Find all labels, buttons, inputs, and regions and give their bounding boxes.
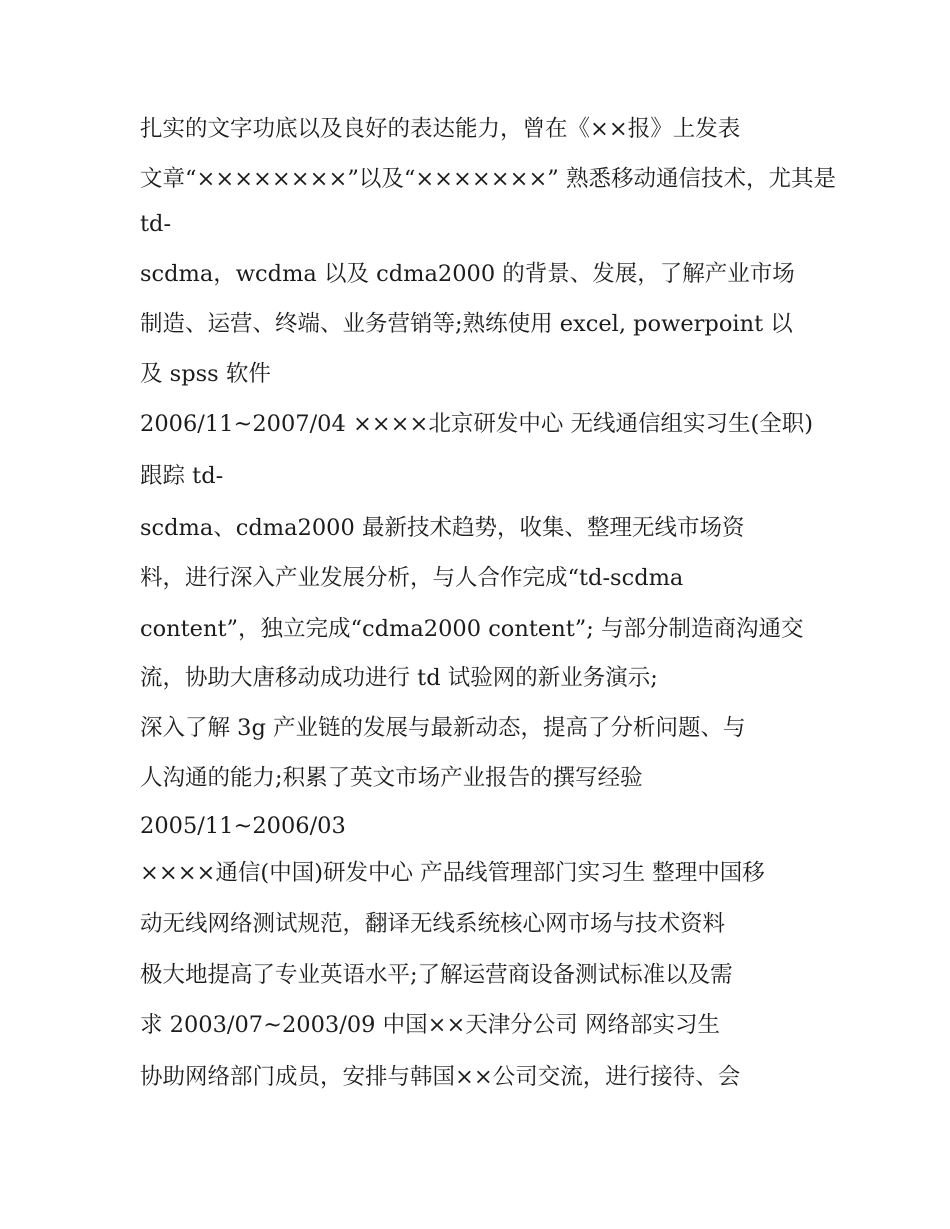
text-line: 2006/11~2007/04 ××××北京研发中心 无线通信组实习生(全职): [140, 411, 814, 437]
text-line: 跟踪 td-: [140, 463, 224, 489]
text-line: 制造、运营、终端、业务营销等;熟练使用 excel, powerpoint 以: [140, 311, 793, 337]
text-line: content”，独立完成“cdma2000 content”; 与部分制造商沟通交: [140, 616, 804, 642]
text-line: 2005/11~2006/03: [140, 813, 346, 839]
text-line: 极大地提高了专业英语水平;了解运营商设备测试标准以及需: [140, 962, 733, 988]
text-line: 求 2003/07~2003/09 中国××天津分公司 网络部实习生: [140, 1012, 720, 1038]
text-line: scdma、cdma2000 最新技术趋势，收集、整理无线市场资: [140, 515, 745, 541]
text-line: 及 spss 软件: [140, 361, 271, 387]
text-line: 协助网络部门成员，安排与韩国××公司交流，进行接待、会: [140, 1064, 741, 1090]
text-line: 文章“××××××××”以及“×××××××” 熟悉移动通信技术，尤其是: [140, 166, 836, 192]
text-line: ××××通信(中国)研发中心 产品线管理部门实习生 整理中国移: [140, 860, 765, 886]
text-line: 流，协助大唐移动成功进行 td 试验网的新业务演示;: [140, 665, 658, 691]
text-line: 动无线网络测试规范，翻译无线系统核心网市场与技术资料: [140, 911, 726, 937]
text-line: 人沟通的能力;积累了英文市场产业报告的撰写经验: [140, 765, 643, 791]
text-line: 深入了解 3g 产业链的发展与最新动态，提高了分析问题、与: [140, 715, 746, 741]
text-line: 扎实的文字功底以及良好的表达能力，曾在《××报》上发表: [140, 116, 741, 142]
text-line: td-: [140, 211, 172, 237]
text-line: scdma，wcdma 以及 cdma2000 的背景、发展，了解产业市场: [140, 261, 795, 287]
text-line: 料，进行深入产业发展分析，与人合作完成“td-scdma: [140, 565, 684, 591]
